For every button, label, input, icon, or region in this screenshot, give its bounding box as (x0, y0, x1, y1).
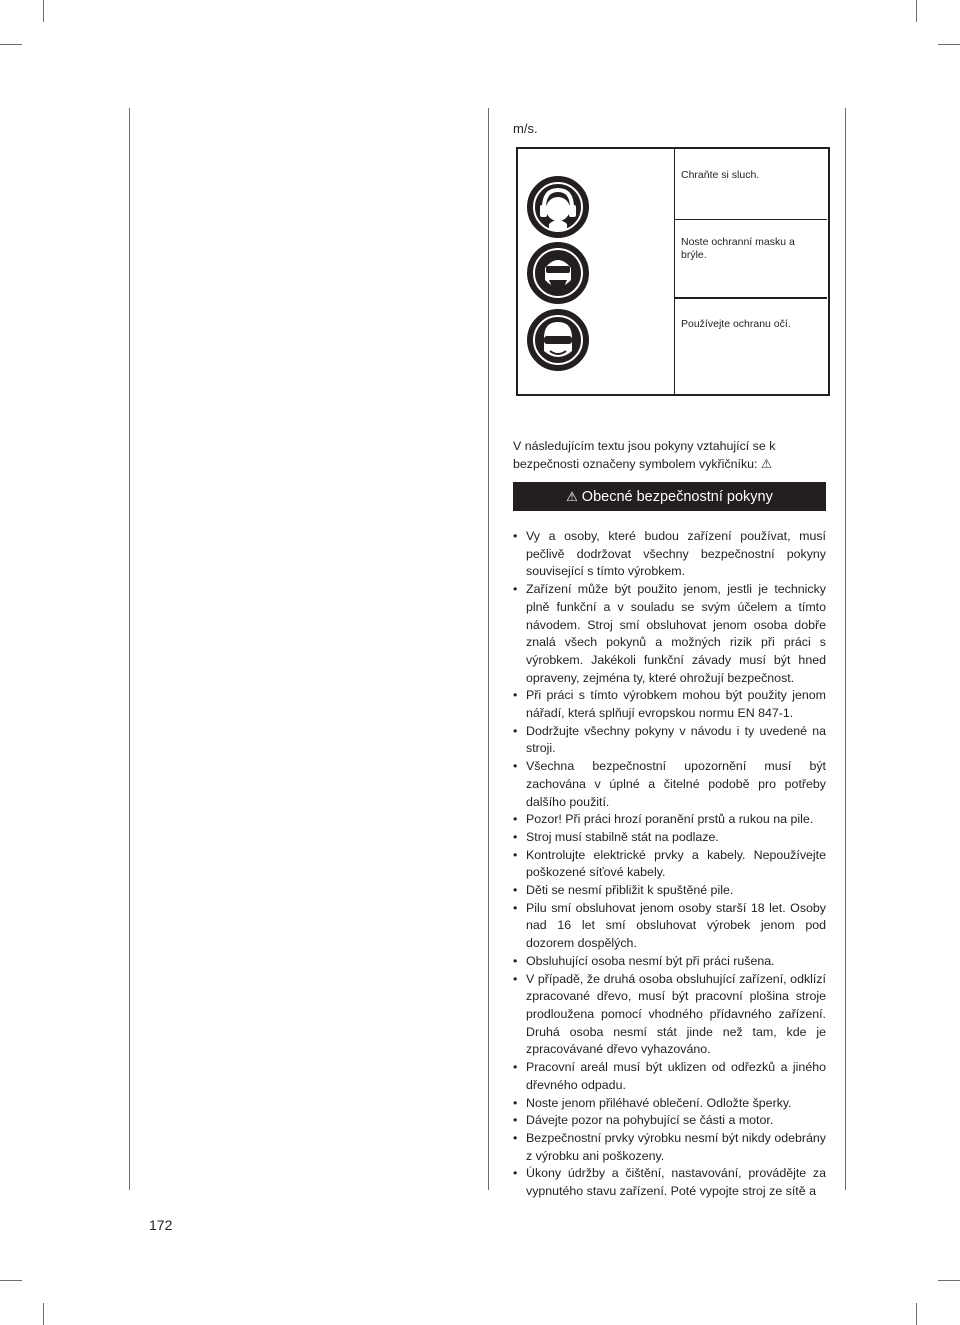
list-item: • Stroj musí stabilně stát na podlaze. (513, 829, 826, 847)
list-item: • Dodržujte všechny pokyny v návodu i ty uvedené na stroji. (513, 723, 826, 758)
list-item: • Dávejte pozor na pohybující se části a motor. (513, 1112, 826, 1130)
section-heading (513, 482, 826, 511)
sign-text-eyes: Používejte ochranu očí. (674, 299, 827, 394)
column-rule-middle (488, 108, 489, 1190)
sign-text-mask: Noste ochranní masku a brýle. (674, 220, 827, 299)
crop-mark (43, 0, 44, 22)
safety-rules-list (513, 528, 826, 1201)
crop-mark (938, 1280, 960, 1281)
list-item: • V případě, že druhá osoba obsluhující zařízení, odklízí zpracované dřevo, musí být pracovní plošina stroje prodloužena pomocí vhodného přídavného zařízení. Druhá osoba nesmí stát jinde než tam, kde je zpracovávané dřevo vyhazováno. (513, 971, 826, 1060)
crop-mark (916, 1303, 917, 1325)
section-title: Obecné bezpečnostní pokyny (581, 489, 773, 505)
list-item: • Pozor! Při práci hrozí poranění prstů a rukou na pile. (513, 811, 826, 829)
list-item: • Při práci s tímto výrobkem mohou být použity jenom nářadí, která splňují evropskou normu EN 847-1. (513, 687, 826, 722)
crop-mark (916, 0, 917, 22)
crop-mark (43, 1303, 44, 1325)
list-item: • Pilu smí obsluhovat jenom osoby starší 18 let. Osoby nad 16 let smí obsluhovat výrobek jenom pod dozorem dospělých. (513, 900, 826, 953)
column-rule-right (845, 108, 846, 1190)
continued-text: m/s. (513, 121, 538, 136)
list-item: • Děti se nesmí přibližit k spuštěné pile. (513, 882, 826, 900)
crop-mark (0, 44, 22, 45)
safety-signs-table (516, 147, 830, 396)
crop-mark (938, 44, 960, 45)
list-item: • Bezpečnostní prvky výrobku nesmí být nikdy odebrány z výrobku ani poškozeny. (513, 1130, 826, 1165)
list-item: • Pracovní areál musí být uklizen od odřezků a jiného dřevného odpadu. (513, 1059, 826, 1094)
column-rule-left (129, 108, 130, 1190)
warning-icon: ⚠ (566, 489, 578, 504)
list-item: • Kontrolujte elektrické prvky a kabely. Nepoužívejte poškozené síťové kabely. (513, 847, 826, 882)
page-number: 172 (149, 1217, 173, 1233)
list-item: • Vy a osoby, které budou zařízení používat, musí pečlivě dodržovat všechny bezpečnostní pokyny související s tímto výrobkem. (513, 528, 826, 581)
eye-protection-icon (527, 309, 589, 371)
ear-protection-icon (527, 176, 589, 238)
list-item: • Všechna bezpečnostní upozornění musí být zachována v úplné a čitelné podobě pro potřeby dalšího použití. (513, 758, 826, 811)
crop-mark (0, 1280, 22, 1281)
list-item: • Úkony údržby a čištění, nastavování, provádějte za vypnutého stavu zařízení. Poté vypojte stroj ze sítě a (513, 1165, 826, 1200)
list-item: • Noste jenom přiléhavé oblečení. Odložte šperky. (513, 1095, 826, 1113)
mask-goggles-icon (527, 242, 589, 304)
list-item: • Obsluhující osoba nesmí být při práci rušena. (513, 953, 826, 971)
intro-paragraph: V následujícím textu jsou pokyny vztahující se k bezpečnosti označeny symbolem vykřičníku: ⚠ (513, 439, 776, 471)
list-item: • Zařízení může být použito jenom, jestli je technicky plně funkční a v souladu se svým účelem a tímto návodem. Stroj smí obsluhovat jenom osoba dobře znalá všech pokynů a možných rizik při práci s výrobkem. Jakékoli funkční závady musí být hned opraveny, zejména ty, které ohrožují bezpečnost. (513, 581, 826, 687)
sign-text-hearing: Chraňte si sluch. (674, 149, 827, 220)
